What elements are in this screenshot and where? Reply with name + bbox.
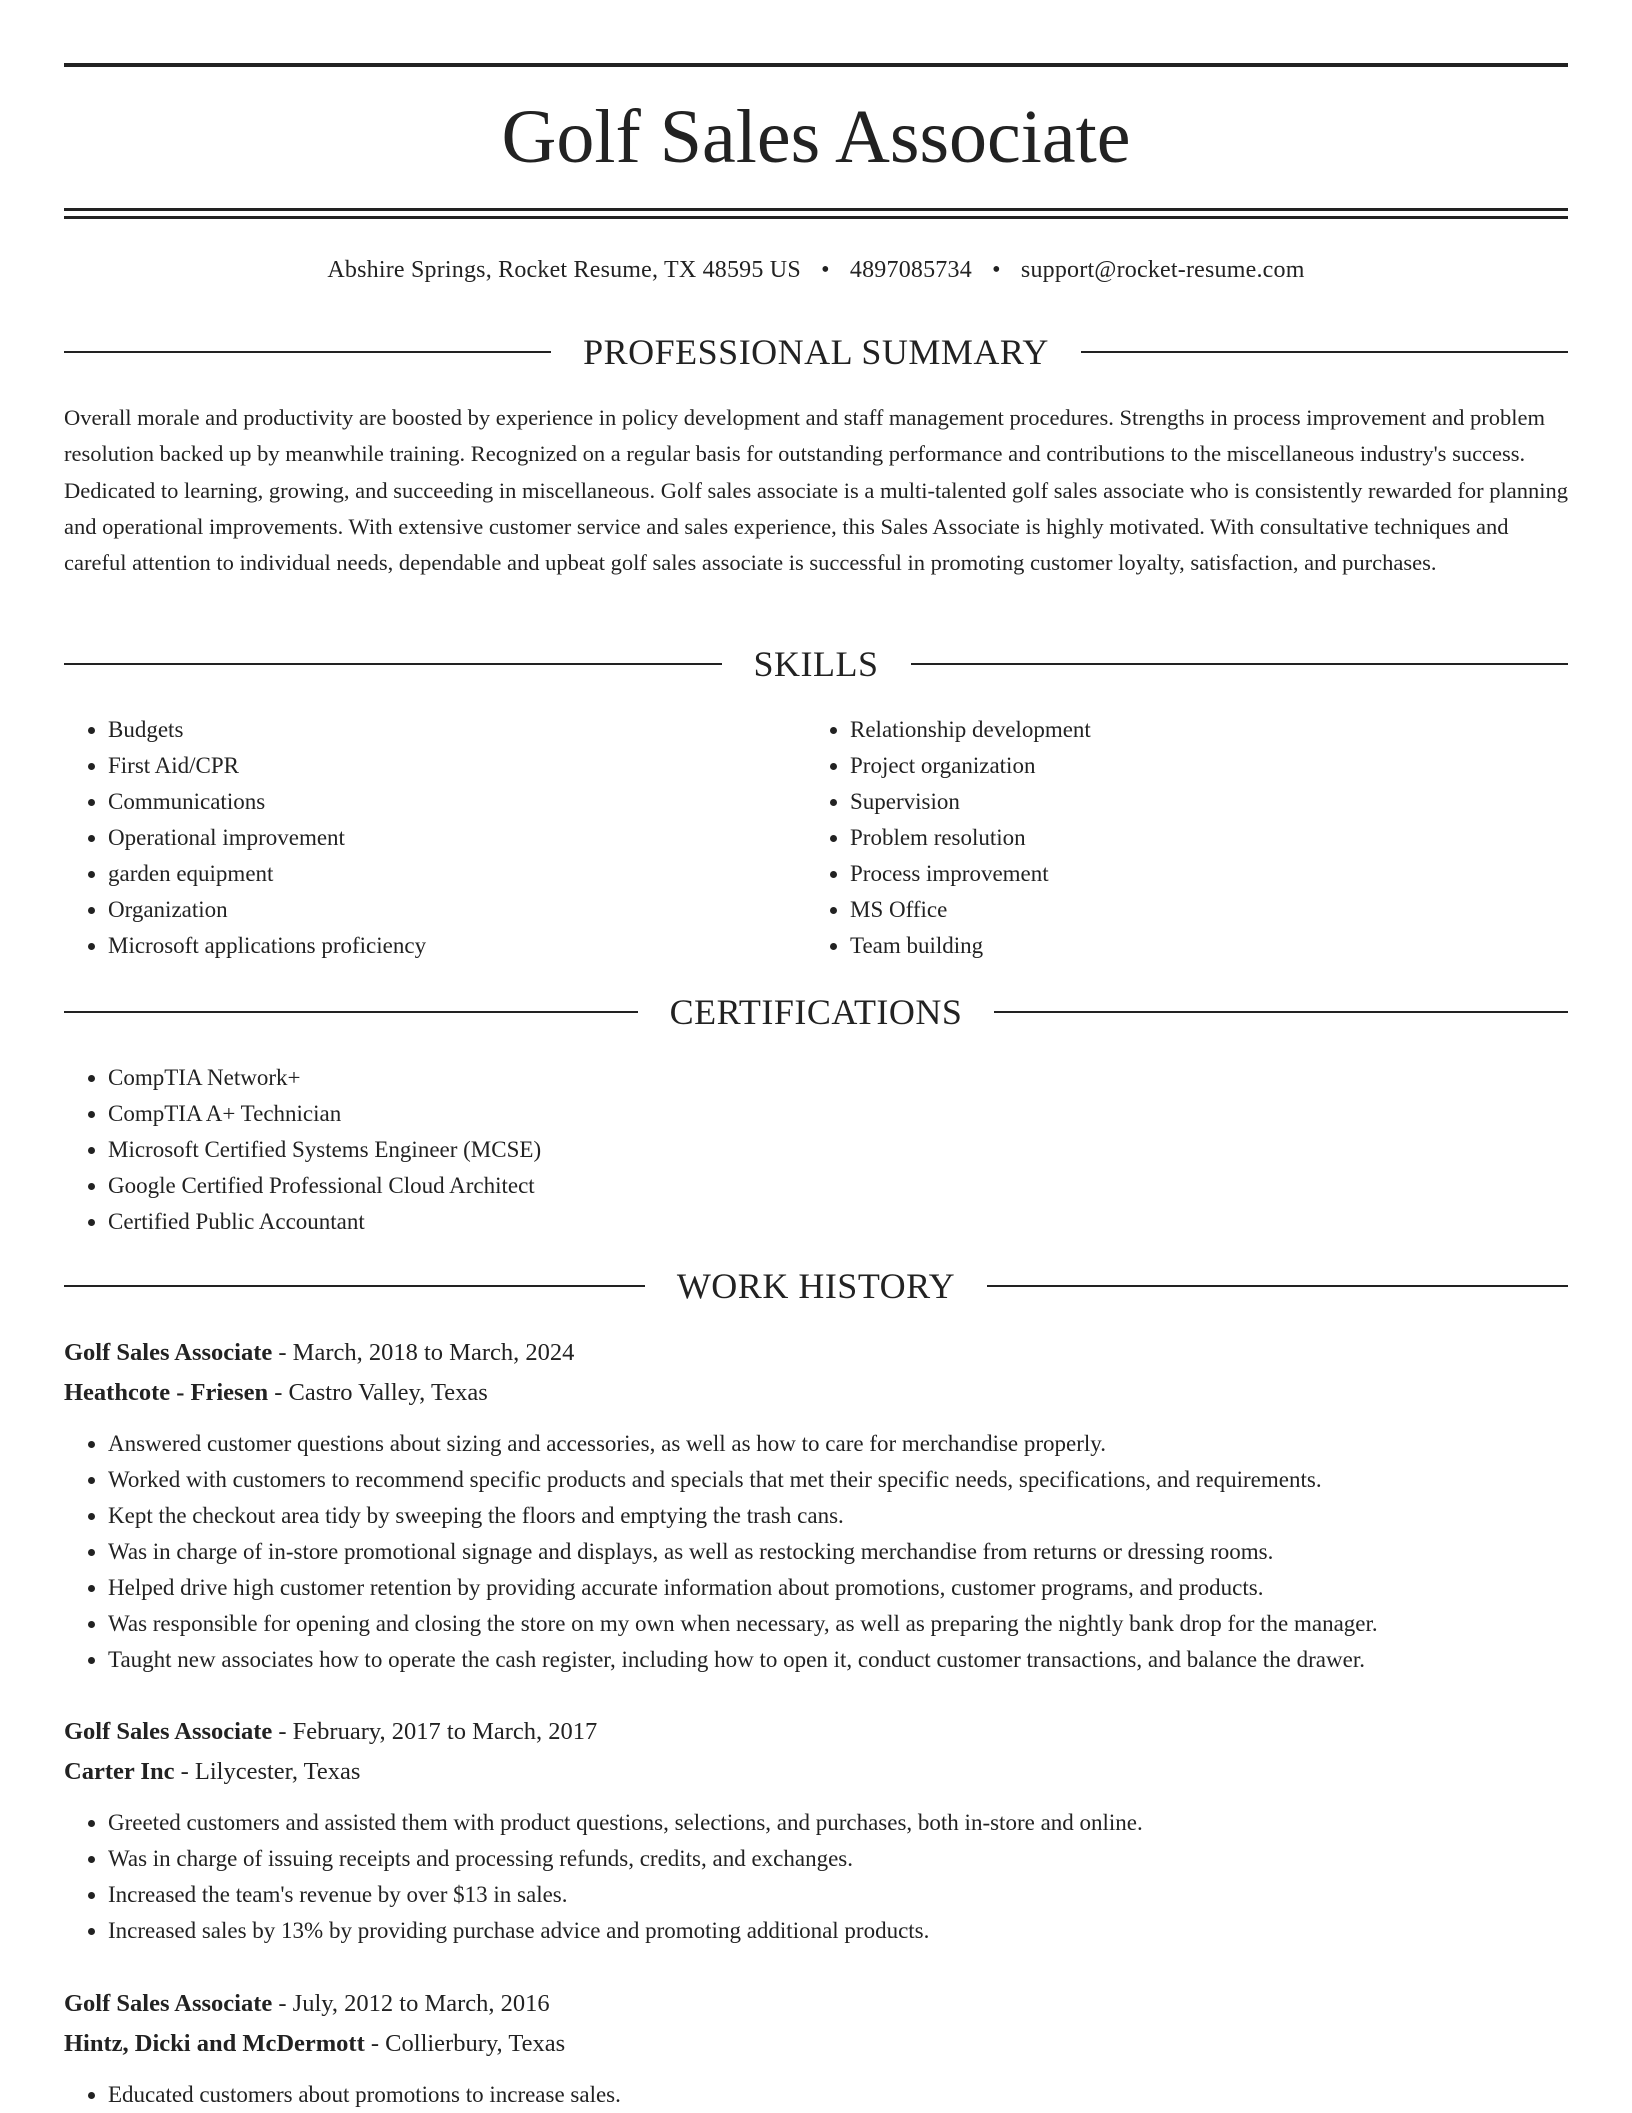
certifications-block [64,1060,1564,1240]
job-entry [64,1333,1568,1678]
job-company-line: Carter Inc - Lilycester, Texas [64,1758,361,1785]
skill-item: • Problem resolution [850,820,1546,856]
job-bullet: • Helped drive high customer retention by providing accurate information about promotions, customer programs, and products. [108,1570,1568,1606]
job-role: Golf Sales Associate [64,1718,273,1745]
job-bullet: • Worked with customers to recommend specific products and specials that met their specific needs, specifications, and requirements. [108,1462,1568,1498]
top-rule [64,63,1568,67]
skill-item: • MS Office [850,892,1546,928]
heading-rule-left [64,1285,645,1287]
contact-separator: • [992,257,1001,283]
job-role: Golf Sales Associate [64,1990,273,2017]
job-bullet: • Was in charge of issuing receipts and processing refunds, credits, and exchanges. [108,1841,1568,1877]
job-company: Hintz, Dicki and McDermott [64,2030,365,2057]
job-title-line: Golf Sales Associate - March, 2018 to March, 2024 [64,1339,575,1366]
double-rule-lower [64,216,1568,219]
summary-title: PROFESSIONAL SUMMARY [583,332,1049,372]
job-company: Heathcote - Friesen [64,1379,269,1406]
job-company: Carter Inc [64,1758,175,1785]
work-history-heading [64,1266,1568,1306]
skill-item: • Operational improvement [108,820,764,856]
certification-item: • Microsoft Certified Systems Engineer (MCSE) [108,1132,1564,1168]
skills-list-left [64,712,764,964]
resume-title: Golf Sales Associate [501,95,1131,179]
certifications-title: CERTIFICATIONS [669,992,963,1032]
skill-item: • Organization [108,892,764,928]
double-rule-upper [64,208,1568,211]
heading-rule-left [64,351,551,353]
heading-rule-left [64,663,722,665]
heading-rule-right [1081,351,1568,353]
job-entry [64,1984,1568,2113]
job-bullets [64,2077,1568,2113]
certification-item: • CompTIA Network+ [108,1060,1564,1096]
skill-item: • Budgets [108,712,764,748]
job-bullet: • Answered customer questions about sizing and accessories, as well as how to care for merchandise properly. [108,1426,1568,1462]
work-history-title: WORK HISTORY [676,1266,956,1306]
job-entry [64,1712,1568,1949]
summary-text: Overall morale and productivity are boosted by experience in policy development and staff management procedures. Strengths in process improvement and problem resolution backed up by meanwhile training. Recognized on a regular basis for outstanding performance and contributions to the miscellaneous industry's success. Dedicated to learning, growing, and succeeding in miscellaneous. Golf sales associate is a multi-talented golf sales associate who is consistently rewarded for planning and operational improvements. With extensive customer service and sales experience, this Sales Associate is highly motivated. With consultative techniques and careful attention to individual needs, dependable and upbeat golf sales associate is successful in promoting customer loyalty, satisfaction, and purchases. [64,405,1568,576]
job-company-line: Heathcote - Friesen - Castro Valley, Texas [64,1379,488,1406]
job-bullet: • Educated customers about promotions to increase sales. [108,2077,1568,2113]
job-dates: July, 2012 to March, 2016 [292,1990,550,2017]
heading-rule-right [911,663,1569,665]
job-title-line: Golf Sales Associate - July, 2012 to March, 2016 [64,1990,550,2017]
job-dates: February, 2017 to March, 2017 [292,1718,598,1745]
job-bullet: • Increased the team's revenue by over $13 in sales. [108,1877,1568,1913]
heading-rule-left [64,1011,638,1013]
skills-column-left [64,712,764,964]
job-bullet: • Greeted customers and assisted them with product questions, selections, and purchases, both in-store and online. [108,1805,1568,1841]
skill-item: • Microsoft applications proficiency [108,928,764,964]
skill-item: • Team building [850,928,1546,964]
skill-item: • First Aid/CPR [108,748,764,784]
contact-address: Abshire Springs, Rocket Resume, TX 48595 US [327,257,801,283]
certifications-heading [64,992,1568,1032]
skill-item: • Supervision [850,784,1546,820]
job-location: Collierbury, Texas [385,2030,566,2057]
skill-item: • Project organization [850,748,1546,784]
skills-column-right [806,712,1546,964]
job-company-line: Hintz, Dicki and McDermott - Collierbury, Texas [64,2030,566,2057]
contact-separator: • [821,257,830,283]
job-location: Castro Valley, Texas [288,1379,488,1406]
skills-heading [64,644,1568,684]
job-dates: March, 2018 to March, 2024 [292,1339,575,1366]
heading-rule-right [987,1285,1568,1287]
certification-item: • Certified Public Accountant [108,1204,1564,1240]
skill-item: • Communications [108,784,764,820]
job-bullet: • Kept the checkout area tidy by sweeping the floors and emptying the trash cans. [108,1498,1568,1534]
certification-item: • CompTIA A+ Technician [108,1096,1564,1132]
contact-line [64,255,1568,285]
job-bullets [64,1426,1568,1678]
heading-rule-right [994,1011,1568,1013]
job-bullet: • Was responsible for opening and closing the store on my own when necessary, as well as preparing the nightly bank drop for the manager. [108,1606,1568,1642]
certifications-list [64,1060,1564,1240]
skill-item: • garden equipment [108,856,764,892]
job-role: Golf Sales Associate [64,1339,273,1366]
job-bullet: • Increased sales by 13% by providing purchase advice and promoting additional products. [108,1913,1568,1949]
skill-item: • Relationship development [850,712,1546,748]
job-title-line: Golf Sales Associate - February, 2017 to March, 2017 [64,1718,598,1745]
skills-list-right [806,712,1546,964]
skill-item: • Process improvement [850,856,1546,892]
contact-phone: 4897085734 [849,257,972,283]
job-bullet: • Taught new associates how to operate the cash register, including how to open it, conduct customer transactions, and balance the drawer. [108,1642,1568,1678]
certification-item: • Google Certified Professional Cloud Architect [108,1168,1564,1204]
summary-heading [64,332,1568,372]
contact-email: support@rocket-resume.com [1020,257,1305,283]
job-bullet: • Was in charge of in-store promotional signage and displays, as well as restocking merchandise from returns or dressing rooms. [108,1534,1568,1570]
job-location: Lilycester, Texas [194,1758,361,1785]
job-bullets [64,1805,1568,1949]
skills-title: SKILLS [753,644,879,684]
